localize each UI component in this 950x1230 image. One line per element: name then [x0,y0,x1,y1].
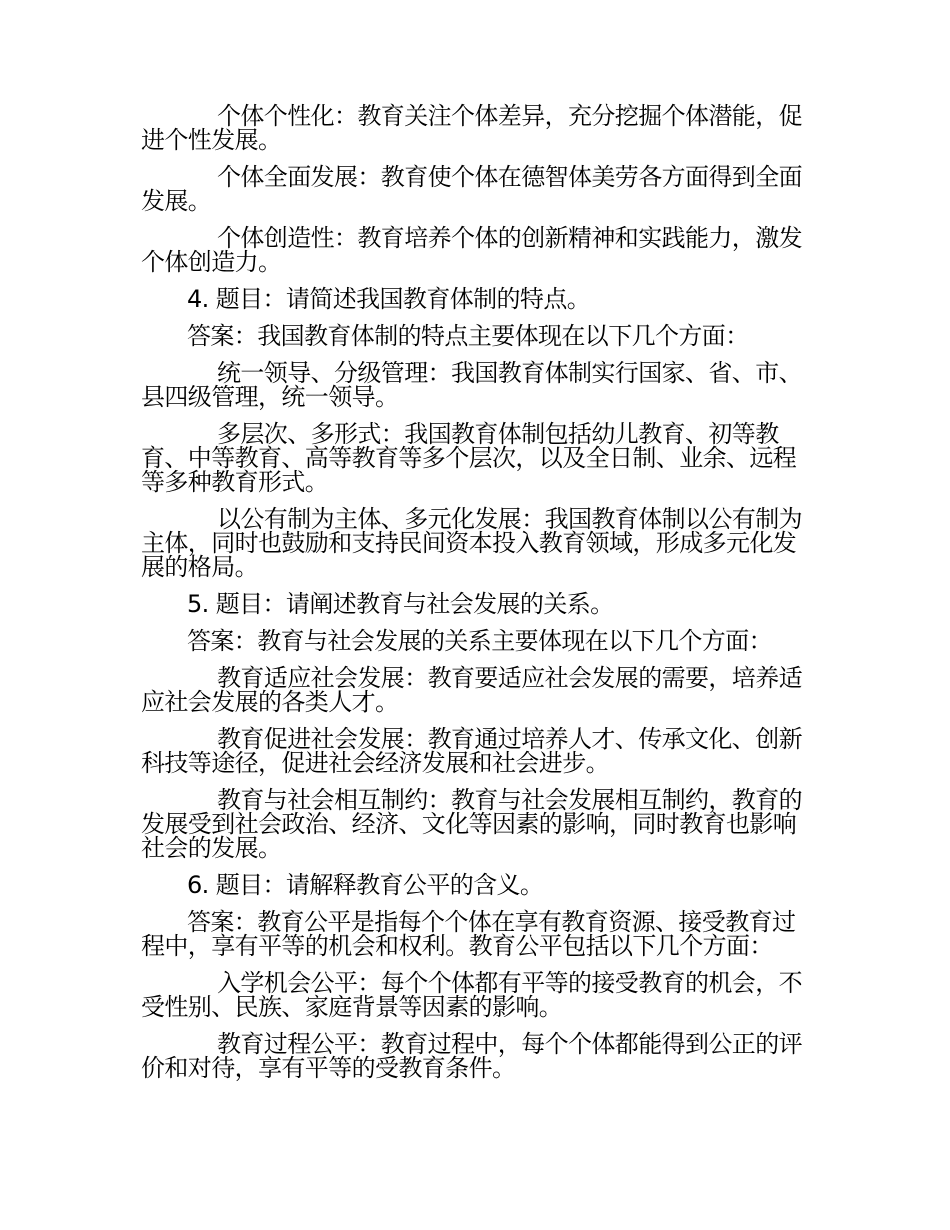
answer-4-point-3: 以公有制为主体、多元化发展：我国教育体制以公有制为主体，同时也鼓励和支持民间资本投入教育领域，形成多元化发展的格局。 [141,505,802,581]
document-page [141,104,817,1093]
answer-6-point-2: 教育过程公平：教育过程中，每个个体都能得到公正的评价和对待，享有平等的受教育条件。 [141,1030,802,1082]
question-4: 4. 题目：请简述我国教育体制的特点。 [187,285,591,313]
answer-5-intro: 答案：教育与社会发展的关系主要体现在以下几个方面： [187,627,772,655]
answer-5-point-1: 教育适应社会发展：教育要适应社会发展的需要，培养适应社会发展的各类人才。 [141,664,802,716]
answer-4-point-1: 统一领导、分级管理：我国教育体制实行国家、省、市、县四级管理，统一领导。 [141,359,802,411]
paragraph-individual-personality: 个体个性化：教育关注个体差异，充分挖掘个体潜能，促进个性发展。 [141,102,802,154]
answer-6-intro: 答案：教育公平是指每个个体在享有教育资源、接受教育过程中，享有平等的机会和权利。教育公平包括以下几个方面： [141,908,796,960]
question-5: 5. 题目：请阐述教育与社会发展的关系。 [187,590,614,618]
answer-5-point-2: 教育促进社会发展：教育通过培养人才、传承文化、创新科技等途径，促进社会经济发展和社会进步。 [141,725,802,777]
paragraph-individual-creativity: 个体创造性：教育培养个体的创新精神和实践能力，激发个体创造力。 [141,224,802,276]
answer-4-point-2: 多层次、多形式：我国教育体制包括幼儿教育、初等教育、中等教育、高等教育等多个层次，以及全日制、业余、远程等多种教育形式。 [141,420,797,496]
paragraph-individual-all-round: 个体全面发展：教育使个体在德智体美劳各方面得到全面发展。 [141,163,802,215]
answer-6-point-1: 入学机会公平：每个个体都有平等的接受教育的机会，不受性别、民族、家庭背景等因素的影响。 [141,969,802,1021]
answer-5-point-3: 教育与社会相互制约：教育与社会发展相互制约，教育的发展受到社会政治、经济、文化等因素的影响，同时教育也影响社会的发展。 [141,786,802,862]
question-6: 6. 题目：请解释教育公平的含义。 [187,871,544,899]
answer-4-intro: 答案：我国教育体制的特点主要体现在以下几个方面： [187,322,749,350]
